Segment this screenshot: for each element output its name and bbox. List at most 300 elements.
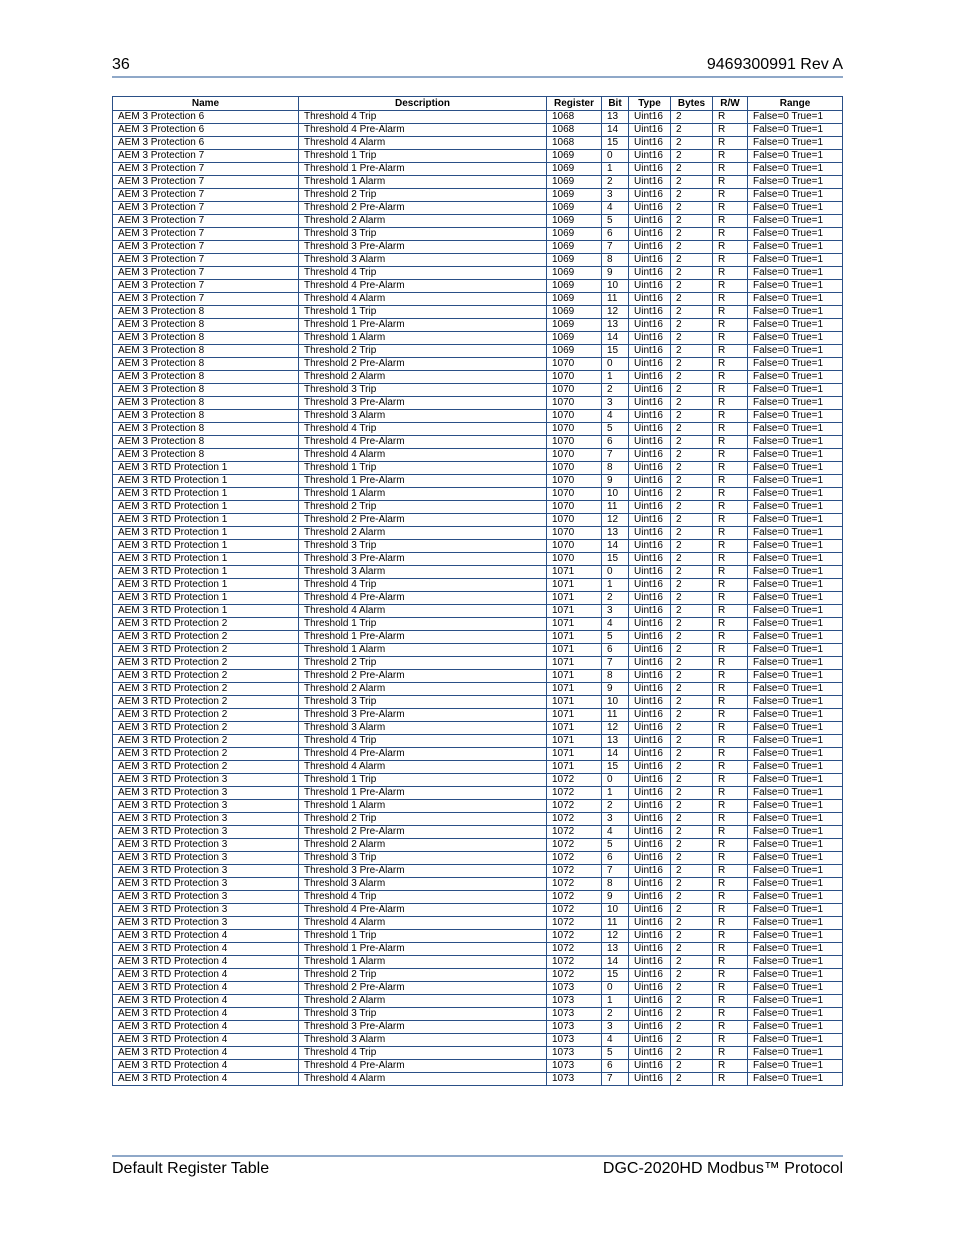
cell-range: False=0 True=1 — [748, 436, 843, 449]
cell-bit: 2 — [602, 1008, 629, 1021]
cell-rw: R — [713, 917, 748, 930]
cell-bytes: 2 — [671, 956, 713, 969]
table-row — [113, 319, 843, 332]
cell-bytes: 2 — [671, 293, 713, 306]
cell-rw: R — [713, 228, 748, 241]
cell-name: AEM 3 RTD Protection 3 — [113, 865, 299, 878]
cell-name: AEM 3 RTD Protection 2 — [113, 670, 299, 683]
cell-rw: R — [713, 475, 748, 488]
cell-bit: 9 — [602, 475, 629, 488]
cell-bytes: 2 — [671, 852, 713, 865]
cell-name: AEM 3 RTD Protection 4 — [113, 943, 299, 956]
cell-register: 1073 — [547, 1021, 602, 1034]
table-row — [113, 605, 843, 618]
cell-type: Uint16 — [629, 553, 671, 566]
column-header-range: Range — [748, 97, 843, 111]
cell-type: Uint16 — [629, 709, 671, 722]
cell-type: Uint16 — [629, 397, 671, 410]
cell-register: 1070 — [547, 540, 602, 553]
table-row — [113, 748, 843, 761]
cell-name: AEM 3 RTD Protection 3 — [113, 891, 299, 904]
cell-bit: 6 — [602, 1060, 629, 1073]
cell-range: False=0 True=1 — [748, 722, 843, 735]
cell-rw: R — [713, 488, 748, 501]
cell-name: AEM 3 Protection 6 — [113, 111, 299, 124]
cell-rw: R — [713, 735, 748, 748]
cell-name: AEM 3 Protection 6 — [113, 124, 299, 137]
cell-register: 1071 — [547, 683, 602, 696]
table-row — [113, 969, 843, 982]
cell-description: Threshold 4 Trip — [299, 1047, 547, 1060]
cell-type: Uint16 — [629, 618, 671, 631]
cell-range: False=0 True=1 — [748, 657, 843, 670]
cell-bytes: 2 — [671, 735, 713, 748]
cell-rw: R — [713, 995, 748, 1008]
table-row — [113, 878, 843, 891]
cell-register: 1070 — [547, 488, 602, 501]
cell-type: Uint16 — [629, 1073, 671, 1086]
cell-bytes: 2 — [671, 176, 713, 189]
cell-name: AEM 3 Protection 7 — [113, 293, 299, 306]
cell-range: False=0 True=1 — [748, 826, 843, 839]
cell-rw: R — [713, 605, 748, 618]
cell-name: AEM 3 RTD Protection 4 — [113, 982, 299, 995]
cell-range: False=0 True=1 — [748, 696, 843, 709]
table-row — [113, 891, 843, 904]
cell-range: False=0 True=1 — [748, 787, 843, 800]
table-row — [113, 774, 843, 787]
cell-register: 1070 — [547, 371, 602, 384]
cell-type: Uint16 — [629, 1047, 671, 1060]
cell-description: Threshold 3 Trip — [299, 540, 547, 553]
page-header — [112, 56, 843, 78]
cell-bit: 5 — [602, 1047, 629, 1060]
cell-name: AEM 3 RTD Protection 1 — [113, 488, 299, 501]
table-row — [113, 137, 843, 150]
cell-rw: R — [713, 332, 748, 345]
table-row — [113, 397, 843, 410]
cell-range: False=0 True=1 — [748, 306, 843, 319]
cell-name: AEM 3 RTD Protection 3 — [113, 852, 299, 865]
cell-range: False=0 True=1 — [748, 527, 843, 540]
cell-type: Uint16 — [629, 566, 671, 579]
cell-type: Uint16 — [629, 137, 671, 150]
cell-bit: 9 — [602, 683, 629, 696]
cell-range: False=0 True=1 — [748, 1073, 843, 1086]
cell-description: Threshold 1 Alarm — [299, 176, 547, 189]
cell-type: Uint16 — [629, 423, 671, 436]
cell-bytes: 2 — [671, 163, 713, 176]
cell-register: 1072 — [547, 891, 602, 904]
cell-bytes: 2 — [671, 644, 713, 657]
table-row — [113, 787, 843, 800]
cell-register: 1069 — [547, 176, 602, 189]
cell-name: AEM 3 Protection 8 — [113, 358, 299, 371]
cell-bit: 9 — [602, 267, 629, 280]
cell-register: 1069 — [547, 319, 602, 332]
table-row — [113, 189, 843, 202]
cell-description: Threshold 1 Alarm — [299, 956, 547, 969]
cell-name: AEM 3 Protection 8 — [113, 384, 299, 397]
cell-rw: R — [713, 930, 748, 943]
cell-register: 1069 — [547, 293, 602, 306]
cell-register: 1070 — [547, 449, 602, 462]
cell-register: 1070 — [547, 384, 602, 397]
cell-description: Threshold 1 Pre-Alarm — [299, 787, 547, 800]
cell-description: Threshold 3 Trip — [299, 228, 547, 241]
cell-range: False=0 True=1 — [748, 553, 843, 566]
table-row — [113, 345, 843, 358]
cell-type: Uint16 — [629, 735, 671, 748]
cell-bit: 10 — [602, 488, 629, 501]
table-row — [113, 540, 843, 553]
cell-range: False=0 True=1 — [748, 1008, 843, 1021]
cell-name: AEM 3 RTD Protection 2 — [113, 631, 299, 644]
table-row — [113, 865, 843, 878]
cell-register: 1070 — [547, 527, 602, 540]
cell-description: Threshold 1 Trip — [299, 306, 547, 319]
cell-name: AEM 3 Protection 7 — [113, 176, 299, 189]
table-row — [113, 644, 843, 657]
table-row — [113, 1047, 843, 1060]
table-row — [113, 202, 843, 215]
cell-bytes: 2 — [671, 345, 713, 358]
cell-name: AEM 3 Protection 7 — [113, 150, 299, 163]
cell-description: Threshold 3 Trip — [299, 384, 547, 397]
cell-range: False=0 True=1 — [748, 1060, 843, 1073]
cell-description: Threshold 4 Pre-Alarm — [299, 904, 547, 917]
cell-range: False=0 True=1 — [748, 540, 843, 553]
cell-range: False=0 True=1 — [748, 124, 843, 137]
cell-name: AEM 3 RTD Protection 1 — [113, 566, 299, 579]
page-footer — [112, 1155, 843, 1179]
table-row — [113, 800, 843, 813]
cell-rw: R — [713, 566, 748, 579]
cell-register: 1071 — [547, 670, 602, 683]
cell-bit: 10 — [602, 904, 629, 917]
cell-range: False=0 True=1 — [748, 813, 843, 826]
cell-register: 1071 — [547, 592, 602, 605]
cell-bytes: 2 — [671, 553, 713, 566]
cell-bit: 11 — [602, 501, 629, 514]
cell-name: AEM 3 Protection 8 — [113, 319, 299, 332]
cell-name: AEM 3 RTD Protection 2 — [113, 683, 299, 696]
cell-type: Uint16 — [629, 1034, 671, 1047]
cell-range: False=0 True=1 — [748, 150, 843, 163]
cell-description: Threshold 4 Trip — [299, 579, 547, 592]
cell-rw: R — [713, 293, 748, 306]
cell-name: AEM 3 RTD Protection 2 — [113, 735, 299, 748]
cell-description: Threshold 3 Pre-Alarm — [299, 709, 547, 722]
table-header-row — [113, 97, 843, 111]
cell-register: 1071 — [547, 722, 602, 735]
cell-bytes: 2 — [671, 150, 713, 163]
cell-bytes: 2 — [671, 436, 713, 449]
cell-bytes: 2 — [671, 319, 713, 332]
cell-rw: R — [713, 202, 748, 215]
cell-name: AEM 3 Protection 8 — [113, 345, 299, 358]
cell-description: Threshold 1 Trip — [299, 618, 547, 631]
cell-bytes: 2 — [671, 371, 713, 384]
cell-range: False=0 True=1 — [748, 969, 843, 982]
footer-rule — [112, 1155, 843, 1157]
cell-bit: 7 — [602, 449, 629, 462]
cell-description: Threshold 1 Alarm — [299, 800, 547, 813]
cell-type: Uint16 — [629, 514, 671, 527]
cell-range: False=0 True=1 — [748, 748, 843, 761]
table-row — [113, 735, 843, 748]
cell-range: False=0 True=1 — [748, 605, 843, 618]
document-number: 9469300991 Rev A — [706, 56, 843, 73]
cell-rw: R — [713, 150, 748, 163]
cell-name: AEM 3 RTD Protection 3 — [113, 904, 299, 917]
cell-rw: R — [713, 319, 748, 332]
cell-bit: 13 — [602, 735, 629, 748]
cell-description: Threshold 2 Trip — [299, 501, 547, 514]
cell-bit: 15 — [602, 969, 629, 982]
cell-rw: R — [713, 1073, 748, 1086]
table-row — [113, 228, 843, 241]
cell-bytes: 2 — [671, 631, 713, 644]
column-header-rw: R/W — [713, 97, 748, 111]
cell-rw: R — [713, 644, 748, 657]
cell-type: Uint16 — [629, 657, 671, 670]
cell-description: Threshold 2 Alarm — [299, 995, 547, 1008]
table-row — [113, 124, 843, 137]
cell-bit: 5 — [602, 631, 629, 644]
cell-type: Uint16 — [629, 722, 671, 735]
cell-register: 1069 — [547, 267, 602, 280]
cell-bytes: 2 — [671, 891, 713, 904]
cell-type: Uint16 — [629, 1060, 671, 1073]
cell-bit: 5 — [602, 423, 629, 436]
table-row — [113, 1021, 843, 1034]
cell-bit: 4 — [602, 1034, 629, 1047]
cell-description: Threshold 1 Trip — [299, 150, 547, 163]
cell-register: 1073 — [547, 1034, 602, 1047]
cell-rw: R — [713, 696, 748, 709]
cell-type: Uint16 — [629, 449, 671, 462]
table-body — [113, 111, 843, 1086]
cell-bytes: 2 — [671, 943, 713, 956]
cell-register: 1073 — [547, 1073, 602, 1086]
cell-bit: 5 — [602, 839, 629, 852]
cell-register: 1069 — [547, 202, 602, 215]
cell-bit: 0 — [602, 150, 629, 163]
cell-range: False=0 True=1 — [748, 384, 843, 397]
cell-bit: 0 — [602, 566, 629, 579]
cell-register: 1072 — [547, 878, 602, 891]
cell-description: Threshold 4 Pre-Alarm — [299, 748, 547, 761]
cell-bit: 11 — [602, 917, 629, 930]
cell-bit: 7 — [602, 657, 629, 670]
cell-type: Uint16 — [629, 527, 671, 540]
cell-bit: 4 — [602, 618, 629, 631]
table-row — [113, 384, 843, 397]
cell-bytes: 2 — [671, 1034, 713, 1047]
cell-name: AEM 3 RTD Protection 4 — [113, 956, 299, 969]
cell-bit: 6 — [602, 644, 629, 657]
cell-bytes: 2 — [671, 1008, 713, 1021]
cell-bytes: 2 — [671, 839, 713, 852]
cell-name: AEM 3 RTD Protection 4 — [113, 995, 299, 1008]
cell-rw: R — [713, 852, 748, 865]
cell-register: 1068 — [547, 111, 602, 124]
cell-bit: 9 — [602, 891, 629, 904]
cell-description: Threshold 1 Trip — [299, 774, 547, 787]
cell-bit: 6 — [602, 228, 629, 241]
cell-bytes: 2 — [671, 358, 713, 371]
cell-range: False=0 True=1 — [748, 176, 843, 189]
cell-rw: R — [713, 423, 748, 436]
cell-range: False=0 True=1 — [748, 774, 843, 787]
cell-register: 1073 — [547, 1060, 602, 1073]
cell-rw: R — [713, 254, 748, 267]
cell-range: False=0 True=1 — [748, 800, 843, 813]
cell-description: Threshold 3 Alarm — [299, 566, 547, 579]
cell-bit: 2 — [602, 592, 629, 605]
cell-register: 1073 — [547, 1047, 602, 1060]
cell-register: 1070 — [547, 436, 602, 449]
cell-rw: R — [713, 969, 748, 982]
cell-bit: 13 — [602, 943, 629, 956]
cell-rw: R — [713, 163, 748, 176]
cell-rw: R — [713, 956, 748, 969]
table-row — [113, 722, 843, 735]
table-row — [113, 1060, 843, 1073]
column-header-register: Register — [547, 97, 602, 111]
cell-bit: 7 — [602, 241, 629, 254]
cell-bit: 8 — [602, 878, 629, 891]
cell-description: Threshold 2 Pre-Alarm — [299, 202, 547, 215]
cell-bytes: 2 — [671, 267, 713, 280]
cell-register: 1071 — [547, 735, 602, 748]
table-row — [113, 449, 843, 462]
cell-range: False=0 True=1 — [748, 943, 843, 956]
cell-bytes: 2 — [671, 332, 713, 345]
cell-range: False=0 True=1 — [748, 982, 843, 995]
cell-bit: 3 — [602, 397, 629, 410]
cell-bytes: 2 — [671, 241, 713, 254]
cell-register: 1072 — [547, 787, 602, 800]
cell-description: Threshold 2 Trip — [299, 969, 547, 982]
table-row — [113, 1034, 843, 1047]
cell-type: Uint16 — [629, 111, 671, 124]
cell-register: 1071 — [547, 748, 602, 761]
cell-type: Uint16 — [629, 241, 671, 254]
cell-bit: 14 — [602, 748, 629, 761]
table-row — [113, 553, 843, 566]
cell-description: Threshold 2 Pre-Alarm — [299, 358, 547, 371]
cell-type: Uint16 — [629, 787, 671, 800]
cell-bytes: 2 — [671, 540, 713, 553]
cell-bytes: 2 — [671, 774, 713, 787]
cell-register: 1070 — [547, 501, 602, 514]
cell-name: AEM 3 RTD Protection 2 — [113, 657, 299, 670]
cell-range: False=0 True=1 — [748, 228, 843, 241]
cell-type: Uint16 — [629, 488, 671, 501]
cell-type: Uint16 — [629, 1021, 671, 1034]
cell-register: 1070 — [547, 514, 602, 527]
cell-range: False=0 True=1 — [748, 592, 843, 605]
cell-rw: R — [713, 384, 748, 397]
cell-range: False=0 True=1 — [748, 839, 843, 852]
cell-bit: 0 — [602, 982, 629, 995]
cell-name: AEM 3 RTD Protection 2 — [113, 709, 299, 722]
cell-name: AEM 3 Protection 8 — [113, 371, 299, 384]
cell-type: Uint16 — [629, 956, 671, 969]
cell-bit: 1 — [602, 787, 629, 800]
cell-type: Uint16 — [629, 371, 671, 384]
cell-register: 1070 — [547, 358, 602, 371]
cell-type: Uint16 — [629, 384, 671, 397]
cell-bit: 11 — [602, 293, 629, 306]
cell-name: AEM 3 RTD Protection 4 — [113, 1034, 299, 1047]
table-row — [113, 241, 843, 254]
cell-type: Uint16 — [629, 319, 671, 332]
cell-range: False=0 True=1 — [748, 865, 843, 878]
cell-rw: R — [713, 124, 748, 137]
cell-name: AEM 3 RTD Protection 4 — [113, 969, 299, 982]
cell-bytes: 2 — [671, 683, 713, 696]
cell-type: Uint16 — [629, 670, 671, 683]
cell-description: Threshold 2 Pre-Alarm — [299, 514, 547, 527]
cell-rw: R — [713, 215, 748, 228]
cell-type: Uint16 — [629, 904, 671, 917]
cell-bit: 12 — [602, 514, 629, 527]
cell-type: Uint16 — [629, 462, 671, 475]
cell-range: False=0 True=1 — [748, 1021, 843, 1034]
cell-rw: R — [713, 449, 748, 462]
cell-bytes: 2 — [671, 527, 713, 540]
cell-range: False=0 True=1 — [748, 514, 843, 527]
table-row — [113, 111, 843, 124]
cell-range: False=0 True=1 — [748, 1034, 843, 1047]
table-row — [113, 904, 843, 917]
cell-type: Uint16 — [629, 605, 671, 618]
cell-description: Threshold 2 Alarm — [299, 371, 547, 384]
cell-bit: 8 — [602, 254, 629, 267]
cell-bytes: 2 — [671, 306, 713, 319]
cell-register: 1070 — [547, 423, 602, 436]
cell-rw: R — [713, 345, 748, 358]
table-row — [113, 566, 843, 579]
cell-rw: R — [713, 436, 748, 449]
cell-rw: R — [713, 553, 748, 566]
cell-register: 1072 — [547, 800, 602, 813]
cell-name: AEM 3 Protection 7 — [113, 189, 299, 202]
cell-range: False=0 True=1 — [748, 111, 843, 124]
cell-bytes: 2 — [671, 514, 713, 527]
cell-bit: 2 — [602, 176, 629, 189]
cell-rw: R — [713, 501, 748, 514]
table-row — [113, 436, 843, 449]
cell-rw: R — [713, 358, 748, 371]
cell-bytes: 2 — [671, 969, 713, 982]
cell-name: AEM 3 RTD Protection 3 — [113, 878, 299, 891]
cell-name: AEM 3 Protection 8 — [113, 449, 299, 462]
cell-description: Threshold 2 Pre-Alarm — [299, 670, 547, 683]
cell-type: Uint16 — [629, 748, 671, 761]
cell-description: Threshold 1 Pre-Alarm — [299, 163, 547, 176]
cell-range: False=0 True=1 — [748, 449, 843, 462]
cell-register: 1071 — [547, 579, 602, 592]
cell-name: AEM 3 RTD Protection 2 — [113, 748, 299, 761]
cell-description: Threshold 3 Pre-Alarm — [299, 1021, 547, 1034]
cell-bytes: 2 — [671, 709, 713, 722]
cell-rw: R — [713, 904, 748, 917]
cell-name: AEM 3 RTD Protection 1 — [113, 605, 299, 618]
